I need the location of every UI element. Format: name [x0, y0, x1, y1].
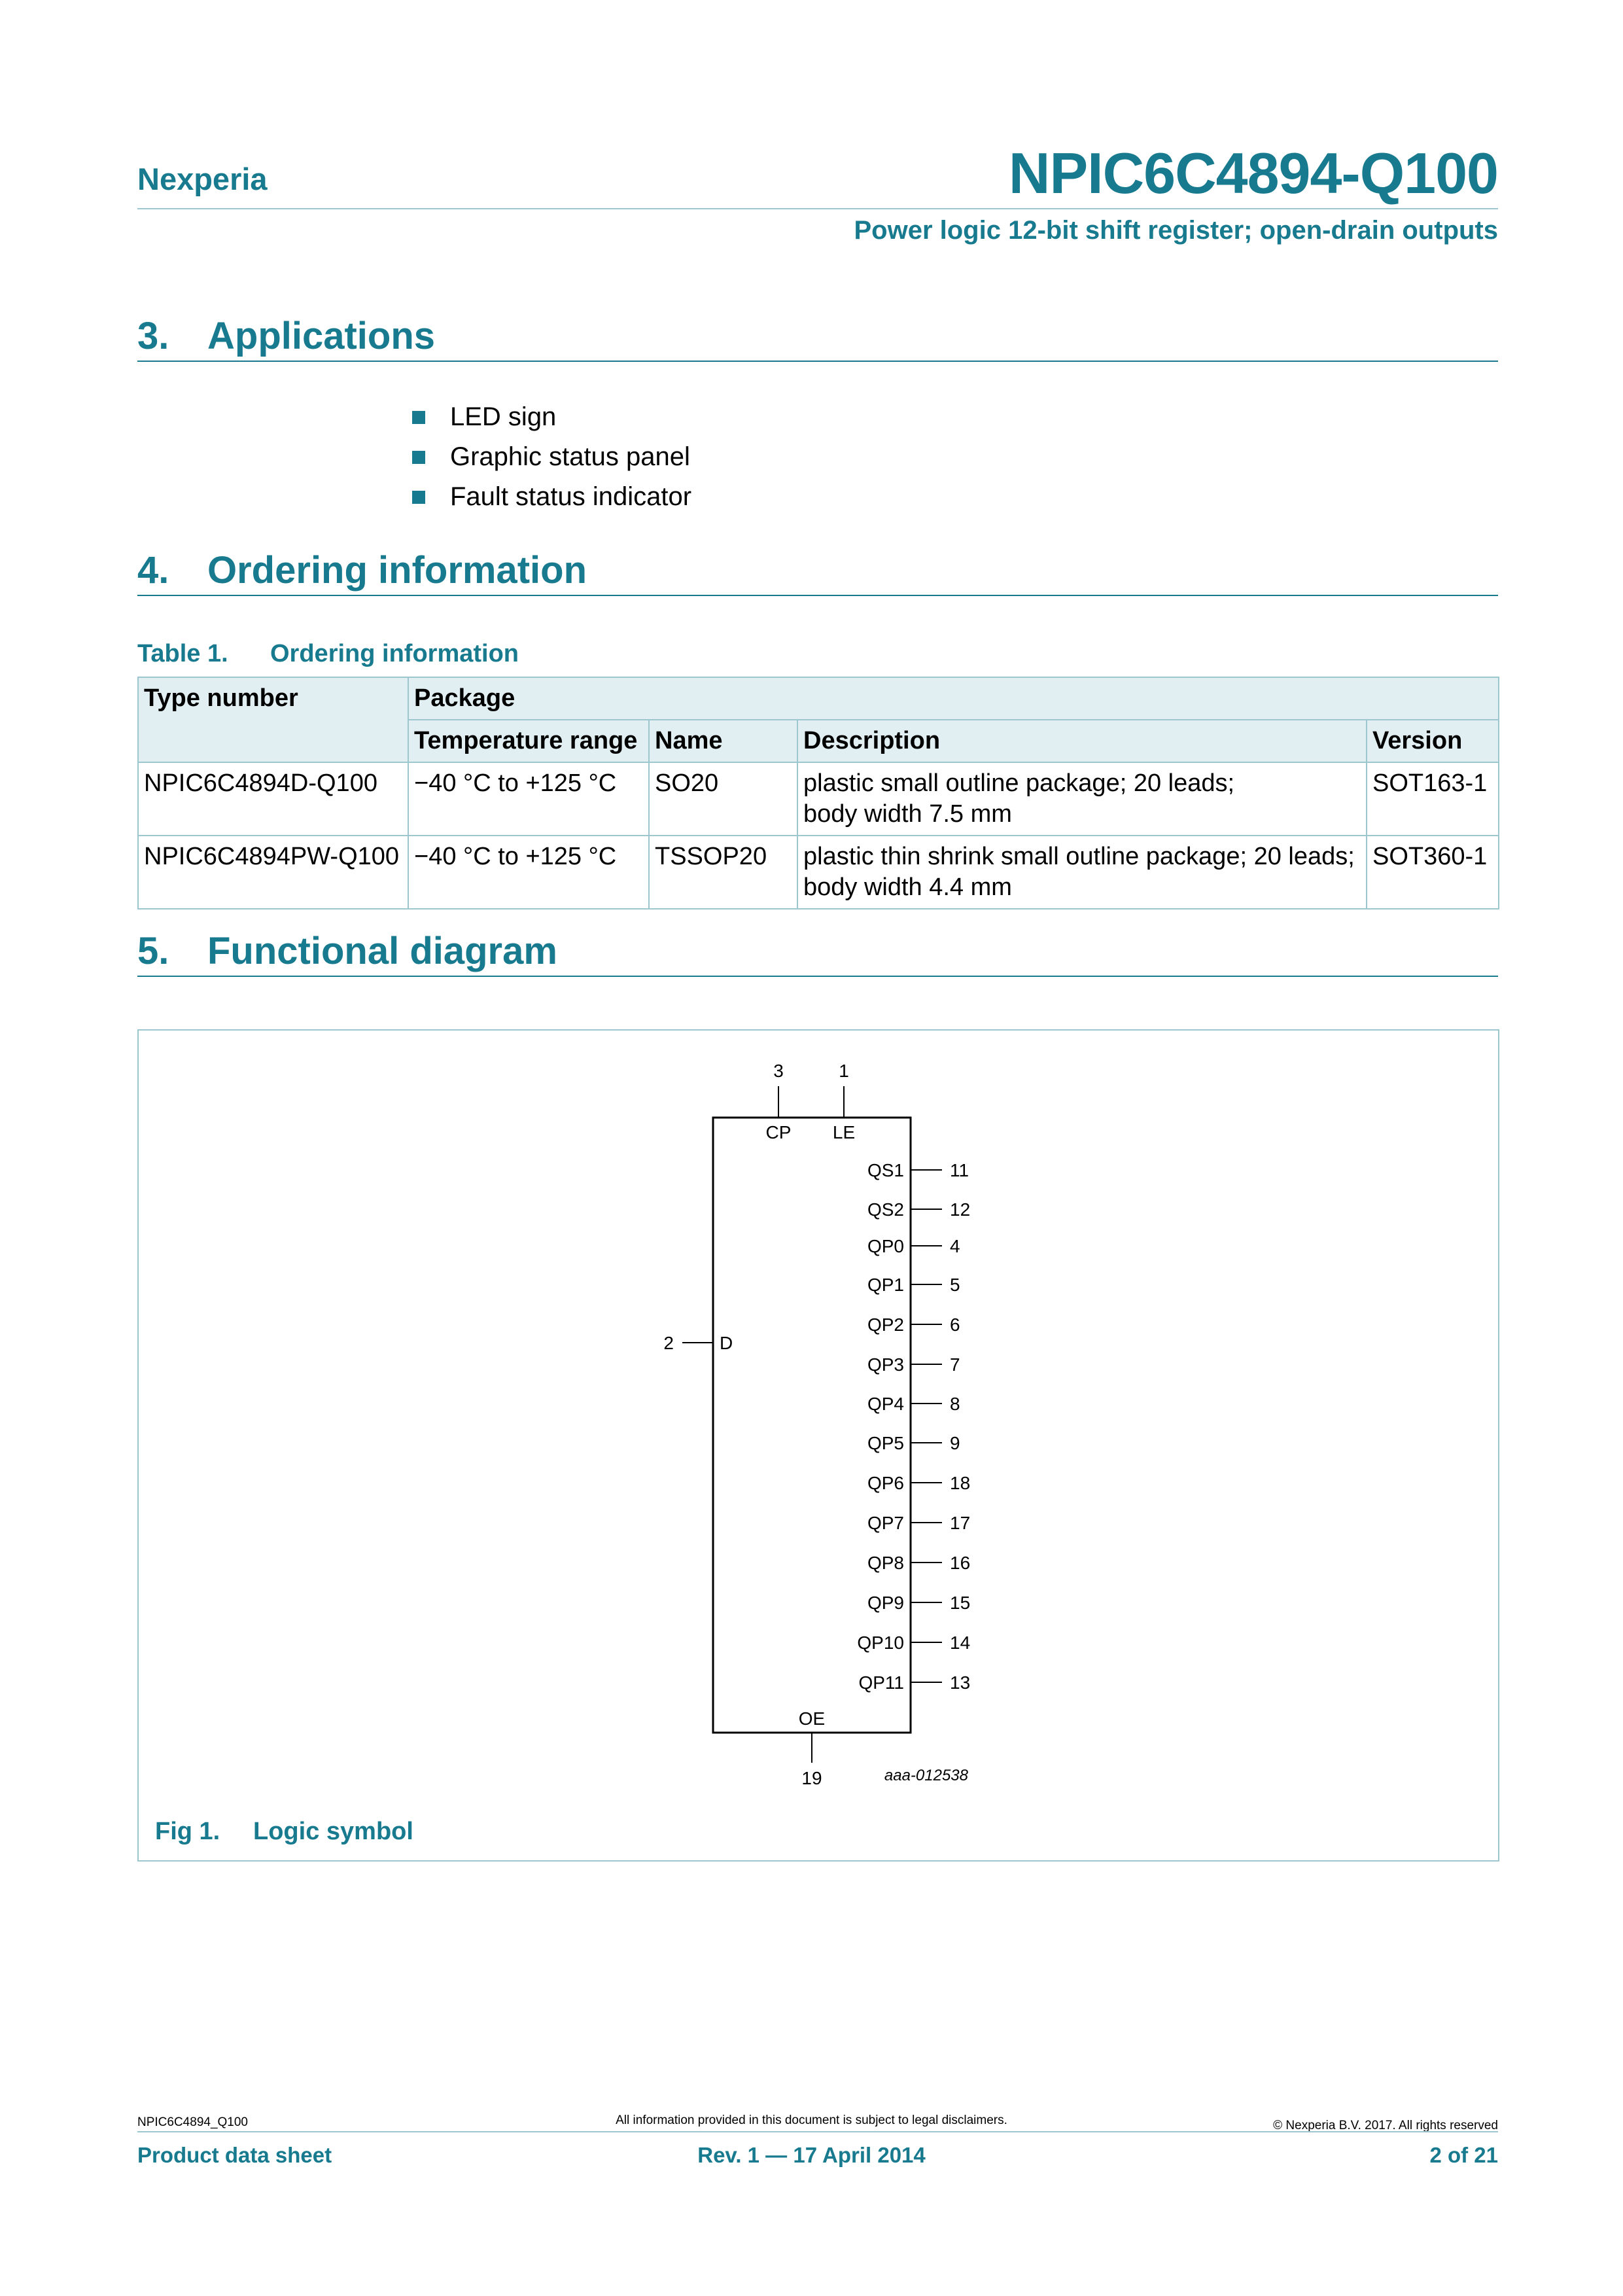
footer-revision: Rev. 1 — 17 April 2014 [697, 2143, 926, 2167]
pin-label-qp9: QP9 [867, 1593, 904, 1613]
header-name: Name [649, 720, 797, 762]
footer-doc-type: Product data sheet [137, 2143, 332, 2167]
pin-number-d: 2 [663, 1333, 674, 1353]
pin-label-qp0: QP0 [867, 1236, 904, 1256]
pin-label-qp6: QP6 [867, 1473, 904, 1493]
pin-label-qp8: QP8 [867, 1553, 904, 1573]
pin-number-qp1: 5 [950, 1275, 960, 1295]
pin-number-qp4: 8 [950, 1394, 960, 1414]
footer-doc-id: NPIC6C4894_Q100 [137, 2115, 248, 2129]
document-subtitle: Power logic 12-bit shift register; open-drain outputs [854, 216, 1498, 245]
footer-disclaimer: All information provided in this document is subject to legal disclaimers. [616, 2113, 1007, 2127]
pin-number-qp10: 14 [950, 1633, 971, 1653]
pin-label-qp10: QP10 [857, 1633, 904, 1653]
pin-number-qp0: 4 [950, 1236, 960, 1256]
footer-divider [137, 2131, 1498, 2132]
pin-label-qp4: QP4 [867, 1394, 904, 1414]
pin-number-cp: 3 [773, 1061, 784, 1081]
figure-code: aaa-012538 [884, 1767, 968, 1784]
section-title: Applications [207, 315, 436, 357]
header-type-number: Type number [138, 677, 408, 762]
list-item: LED sign [412, 397, 691, 437]
brand-name: Nexperia [137, 162, 268, 196]
section-number: 4. [137, 549, 169, 592]
pin-number-qp7: 17 [950, 1513, 971, 1533]
pin-label-qp5: QP5 [867, 1433, 904, 1453]
table-caption: Table 1. Ordering information [137, 640, 519, 667]
pin-label-qp7: QP7 [867, 1513, 904, 1533]
header-version: Version [1367, 720, 1499, 762]
pin-number-qp5: 9 [950, 1433, 960, 1453]
pin-number-qp2: 6 [950, 1315, 960, 1335]
pin-number-qp3: 7 [950, 1354, 960, 1375]
section-number: 3. [137, 315, 169, 357]
pin-label-qp11: QP11 [858, 1672, 904, 1693]
pin-number-qp9: 15 [950, 1593, 971, 1613]
pin-label-cp: CP [765, 1122, 792, 1142]
pin-label-qp3: QP3 [867, 1354, 904, 1375]
pin-label-qp1: QP1 [867, 1275, 904, 1295]
header-description: Description [797, 720, 1367, 762]
table-row: NPIC6C4894PW-Q100 −40 °C to +125 °C TSSOP20 plastic thin shrink small outline package; 20 leads; body width 4.4 mm SOT360-1 [138, 836, 1499, 909]
footer-copyright: © Nexperia B.V. 2017. All rights reserved [1273, 2119, 1498, 2132]
header-temperature-range: Temperature range [408, 720, 649, 762]
footer-page-number: 2 of 21 [1429, 2143, 1498, 2167]
list-item: Fault status indicator [412, 477, 691, 517]
pin-number-qp11: 13 [950, 1672, 971, 1693]
right-pins [857, 1160, 970, 1693]
pin-number-qp8: 16 [950, 1553, 971, 1573]
table-row: NPIC6C4894D-Q100 −40 °C to +125 °C SO20 plastic small outline package; 20 leads; body width 7.5 mm SOT163-1 [138, 762, 1499, 836]
pin-number-oe: 19 [801, 1768, 822, 1788]
pin-number-qs1: 11 [950, 1160, 969, 1180]
pin-number-qp6: 18 [950, 1473, 971, 1493]
pin-number-le: 1 [839, 1061, 849, 1081]
document-title: NPIC6C4894-Q100 [1008, 141, 1498, 205]
pin-label-d: D [720, 1333, 733, 1353]
section-number: 5. [137, 930, 169, 972]
figure-caption: Fig 1. Logic symbol [155, 1818, 413, 1845]
section-title: Ordering information [207, 549, 587, 592]
pin-label-oe: OE [798, 1708, 826, 1729]
pin-label-qs2: QS2 [867, 1199, 904, 1220]
section-title: Functional diagram [207, 930, 557, 972]
pin-label-qp2: QP2 [867, 1315, 904, 1335]
pin-label-qs1: QS1 [867, 1160, 904, 1180]
pin-number-qs2: 12 [950, 1199, 971, 1220]
list-item: Graphic status panel [412, 437, 691, 477]
pin-label-le: LE [832, 1122, 856, 1142]
header-package: Package [408, 677, 1499, 720]
